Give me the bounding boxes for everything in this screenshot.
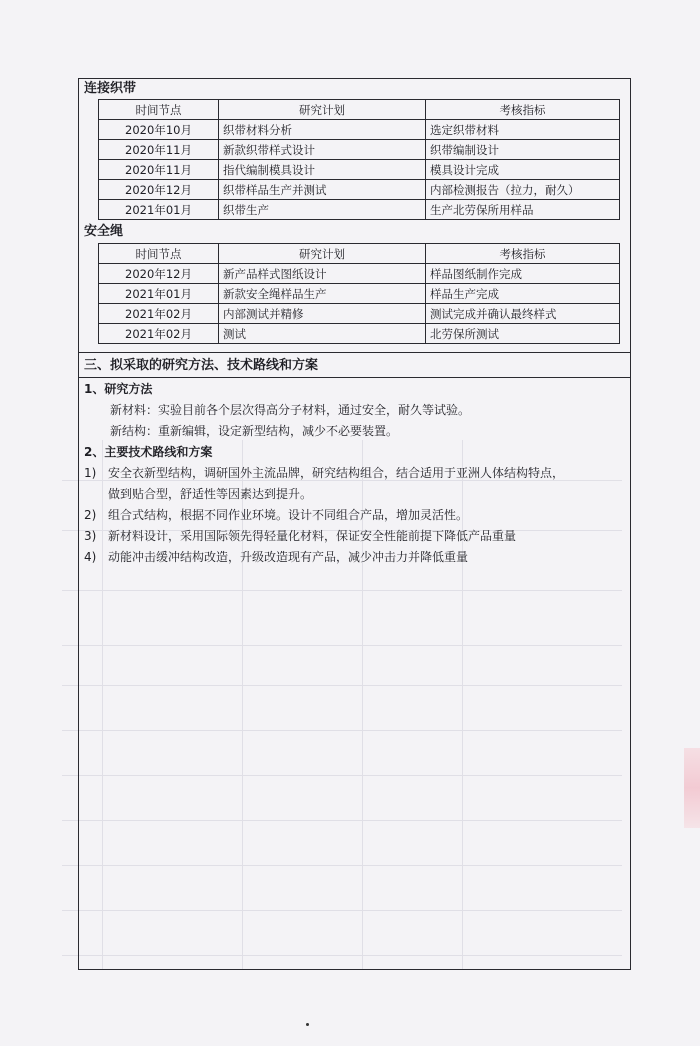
table-header-row (99, 100, 620, 120)
route-text: 组合式结构，根据不同作业环境。设计不同组合产品，增加灵活性。 (108, 508, 469, 522)
route-text: 动能冲击缓冲结构改造，升级改造现有产品，减少冲击力并降低重量 (108, 550, 469, 564)
cell-metric: 北劳保所测试 (426, 324, 620, 344)
route-text: 新材料设计，采用国际领先得轻量化材料，保证安全性能前提下降低产品重量 (108, 529, 517, 543)
cell-metric: 织带编制设计 (426, 140, 620, 160)
table-row (99, 140, 620, 160)
header-metric: 考核指标 (426, 100, 620, 120)
weave-plan-table (98, 99, 620, 220)
route-text-continued: 做到贴合型，舒适性等因素达到提升。 (108, 487, 313, 501)
stamp-edge (684, 748, 700, 828)
route-item (84, 526, 624, 547)
cell-plan: 新产品样式图纸设计 (219, 264, 426, 284)
cell-metric: 内部检测报告（拉力，耐久） (426, 180, 620, 200)
header-time: 时间节点 (99, 244, 219, 264)
cell-time: 2020年12月 (99, 264, 219, 284)
cell-plan: 指代编制模具设计 (219, 160, 426, 180)
cell-metric: 样品生产完成 (426, 284, 620, 304)
table-row (99, 264, 620, 284)
table-row (99, 180, 620, 200)
cell-metric: 生产北劳保所用样品 (426, 200, 620, 220)
cell-time: 2021年02月 (99, 324, 219, 344)
route-item (84, 463, 624, 484)
methods-body (84, 379, 624, 568)
header-plan: 研究计划 (219, 244, 426, 264)
methods-heading: 1、研究方法 (84, 382, 153, 396)
cell-plan: 新款织带样式设计 (219, 140, 426, 160)
cell-metric: 模具设计完成 (426, 160, 620, 180)
cell-plan: 织带样品生产并测试 (219, 180, 426, 200)
route-number: 1) (84, 466, 97, 480)
methods-section-title: 三、拟采取的研究方法、技术路线和方案 (84, 358, 319, 373)
table-row (99, 160, 620, 180)
route-number: 2) (84, 508, 97, 522)
cell-plan: 测试 (219, 324, 426, 344)
routes-heading: 2、主要技术路线和方案 (84, 445, 213, 459)
rope-section-title: 安全绳 (84, 224, 124, 239)
table-header-row (99, 244, 620, 264)
table-row (99, 200, 620, 220)
table-row (99, 304, 620, 324)
cell-plan: 织带生产 (219, 200, 426, 220)
cell-metric: 样品图纸制作完成 (426, 264, 620, 284)
route-number: 4) (84, 550, 97, 564)
cell-plan: 内部测试并精修 (219, 304, 426, 324)
cell-time: 2021年02月 (99, 304, 219, 324)
header-plan: 研究计划 (219, 100, 426, 120)
table-row (99, 120, 620, 140)
cell-metric: 测试完成并确认最终样式 (426, 304, 620, 324)
header-metric: 考核指标 (426, 244, 620, 264)
cell-time: 2020年12月 (99, 180, 219, 200)
cell-time: 2021年01月 (99, 200, 219, 220)
ink-speck (306, 1023, 309, 1026)
route-number: 3) (84, 529, 97, 543)
method-item: 新结构：重新编辑，设定新型结构，减少不必要装置。 (110, 424, 399, 438)
route-text: 安全衣新型结构，调研国外主流品牌，研究结构组合，结合适用于亚洲人体结构特点， (108, 466, 565, 480)
cell-time: 2020年11月 (99, 160, 219, 180)
method-item: 新材料：实验目前各个层次得高分子材料，通过安全，耐久等试验。 (110, 403, 471, 417)
cell-time: 2021年01月 (99, 284, 219, 304)
table-row (99, 284, 620, 304)
section-divider (79, 352, 630, 353)
rope-plan-table (98, 243, 620, 344)
table-row (99, 324, 620, 344)
cell-plan: 织带材料分析 (219, 120, 426, 140)
header-time: 时间节点 (99, 100, 219, 120)
weave-section-title: 连接织带 (84, 81, 137, 96)
document-frame (78, 78, 631, 970)
cell-time: 2020年11月 (99, 140, 219, 160)
cell-metric: 选定织带材料 (426, 120, 620, 140)
cell-time: 2020年10月 (99, 120, 219, 140)
route-item (84, 505, 624, 526)
section-divider (79, 377, 630, 378)
route-item (84, 547, 624, 568)
cell-plan: 新款安全绳样品生产 (219, 284, 426, 304)
